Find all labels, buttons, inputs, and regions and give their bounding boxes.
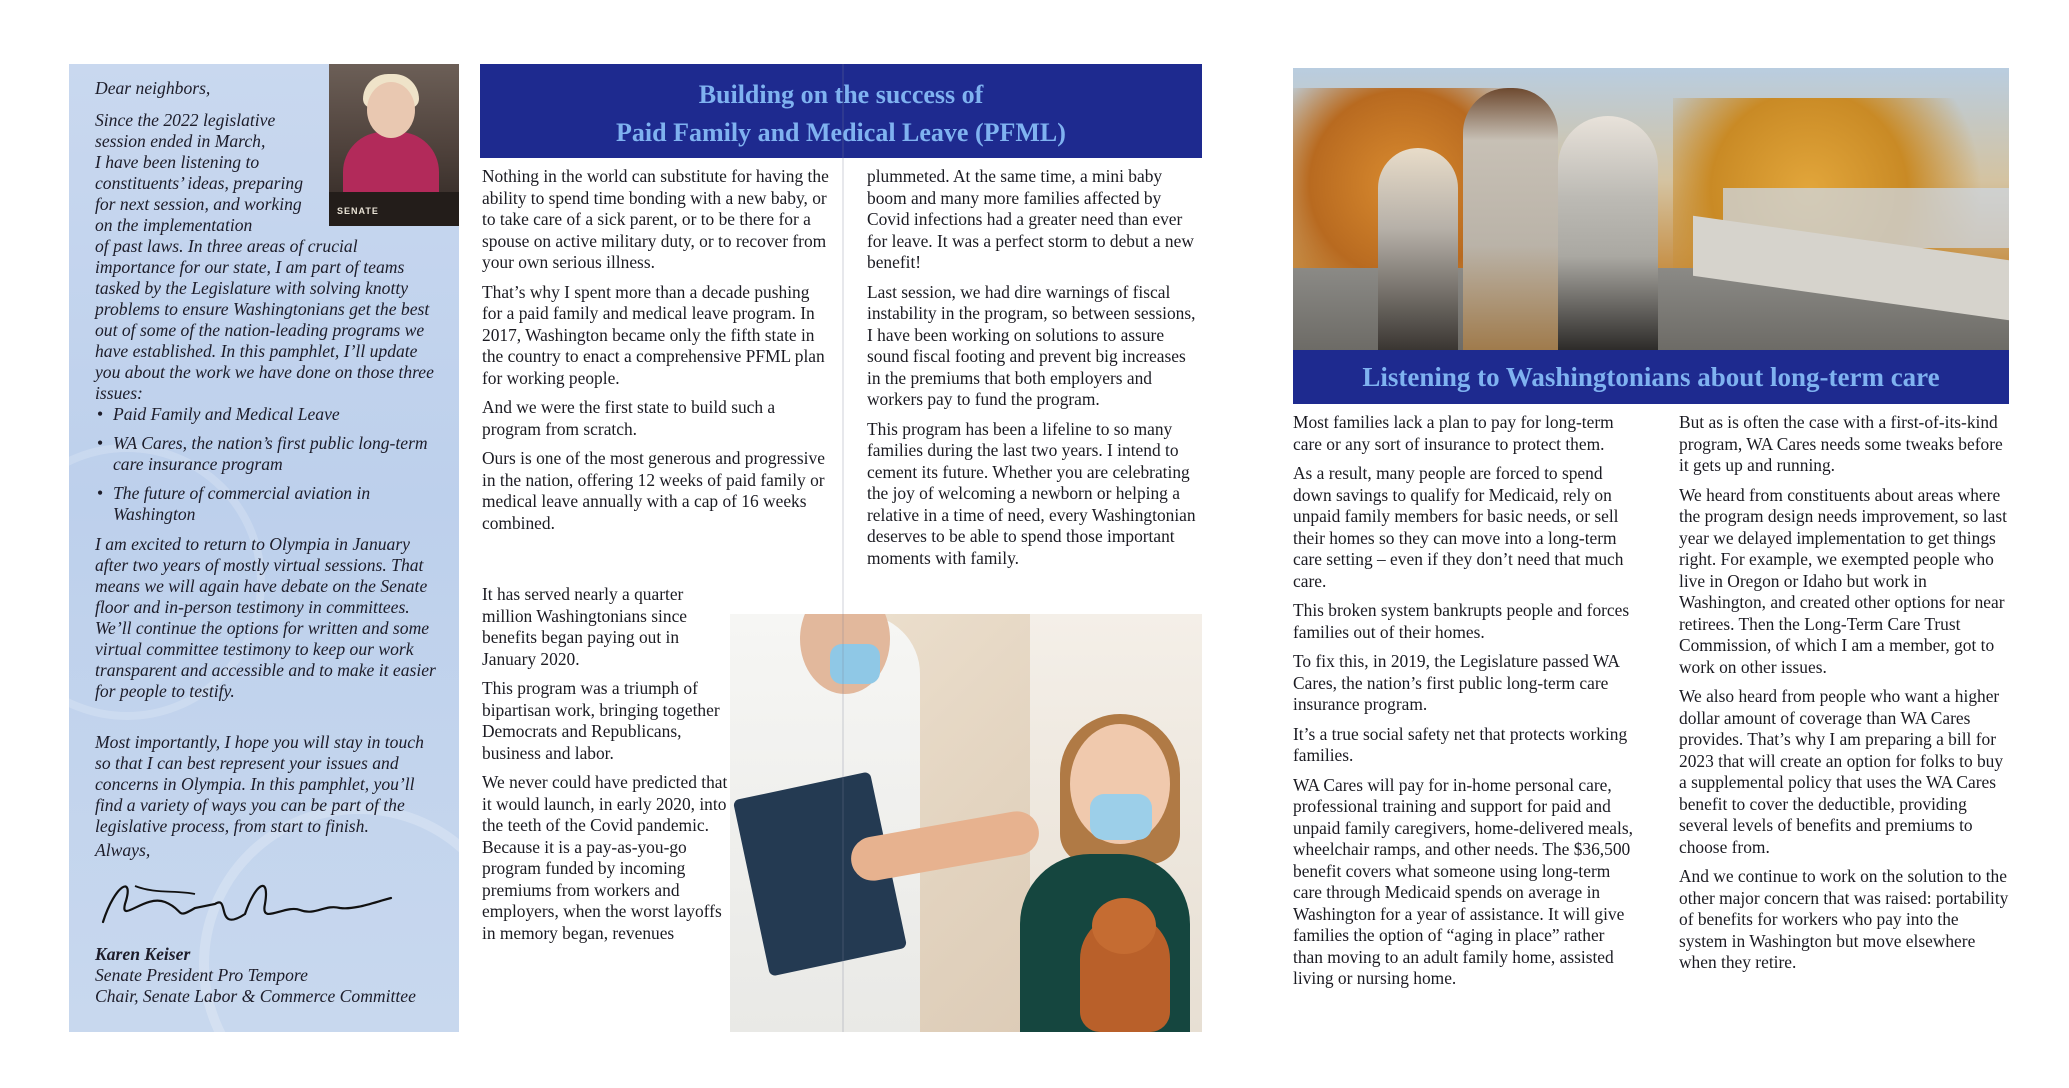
article-paragraph: We never could have predicted that it would launch, in early 2020, into the teeth of the Covid pandemic. Because it is a pay-as-you-go program funded by incoming premiums from workers and employers, when the worst layoffs in memory began, revenues: [482, 772, 728, 943]
pfml-panel: [480, 64, 1202, 1032]
issue-item: • Paid Family and Medical Leave: [95, 404, 439, 425]
pfml-column-1-lower: [482, 584, 732, 952]
signer-committee: Chair, Senate Labor & Commerce Committee: [95, 986, 416, 1006]
person-figure: [1378, 148, 1458, 350]
article-paragraph: It’s a true social safety net that protects working families.: [1293, 723, 1628, 765]
intro-line: Since the 2022 legislative: [95, 110, 276, 130]
article-paragraph: We heard from constituents about areas where the program design needs improvement, so last year we delayed implementation to get things right. For example, we exempted people who live in Oregon or Idaho but work in Washington, and created other options for near retirees. Then the Long-Term Care Trust Commission, of which I am a member, got to work on other issues.: [1679, 484, 2007, 677]
ltc-title: Listening to Washingtonians about long-term care: [1362, 362, 1940, 392]
pfml-column-1: [482, 166, 832, 542]
ltc-column-2: [1679, 412, 2009, 982]
family-walking-photo: [1293, 68, 2009, 350]
letter-paragraph-olympia: I am excited to return to Olympia in January after two years of mostly virtual sessions. That means we will again have debate on the Senate floor and in-person testimony in committees. We’ll continue the options for written and some virtual committee testimony to keep our work transparent and accessible and to make it easier for people to testify.: [95, 534, 436, 701]
ltc-column-1: [1293, 412, 1638, 998]
issue-item: • WA Cares, the nation’s first public long-term care insurance program: [95, 433, 439, 475]
article-paragraph: And we continue to work on the solution to the other major concern that was raised: portability of benefits for workers who pay into the system in Washington but move elsewhere when they retire.: [1679, 866, 2009, 972]
article-paragraph: WA Cares will pay for in-home personal care, professional training and support for paid and unpaid family caregivers, home-delivered meals, wheelchair ramps, and other needs. The $36,500 benefit covers what someone using long-term care through Medicaid spends on average in Washington for a year of assistance. It will give families the option of “aging in place” rather than moving to an adult family home, assisted living or nursing home.: [1293, 774, 1633, 988]
handwritten-signature: [95, 864, 395, 936]
intro-line: I have been listening to: [95, 152, 260, 172]
article-paragraph: Ours is one of the most generous and progressive in the nation, offering 12 weeks of paid family or medical leave annually with a cap of 16 weeks combined.: [482, 448, 825, 533]
article-paragraph: Nothing in the world can substitute for having the ability to spend time bonding with a new baby, or to take care of a sick parent, or to be there for a spouse on active military duty, or to recover from your own serious illness.: [482, 166, 829, 272]
fold-line: [842, 64, 844, 1032]
letter-closing: Always,: [95, 840, 151, 860]
person-figure: [1558, 116, 1658, 350]
article-paragraph: As a result, many people are forced to spend down savings to qualify for Medicaid, rely on unpaid family members for basic needs, or sell their homes so they can move into a long-term care setting – even if they don’t need that much care.: [1293, 463, 1624, 591]
article-paragraph: Most families lack a plan to pay for long-term care or any sort of insurance to protect them.: [1293, 412, 1614, 454]
article-paragraph: Last session, we had dire warnings of fiscal instability in the program, so between sessions, I have been working on solutions to assure sound fiscal footing and prevent big increases in the premiums that both employers and workers pay to fund the program.: [867, 281, 1196, 409]
signer-title: Senate President Pro Tempore: [95, 965, 308, 985]
issue-item: • The future of commercial aviation in Washington: [95, 483, 439, 525]
article-paragraph: This program has been a lifeline to so many families during the last two years. I intend to cement its future. Whether you are celebrating the joy of welcoming a newborn or helping a relative in a time of need, every Washingtonian deserves to be able to spend those important moments with family.: [867, 418, 1196, 568]
article-paragraph: This program was a triumph of bipartisan work, bringing together Democrats and Republicans, business and labor.: [482, 678, 720, 763]
intro-line: constituents’ ideas, preparing: [95, 173, 304, 193]
intro-line: for next session, and working: [95, 194, 302, 214]
long-term-care-panel: [1293, 68, 2009, 1032]
letter-paragraph-stay-in-touch: Most importantly, I hope you will stay in touch so that I can best represent your issues and concerns in Olympia. In this pamphlet, you’ll find a variety of ways you can be part of the legislative process, from start to finish.: [95, 732, 424, 836]
intro-line: on the implementation: [95, 215, 253, 235]
article-paragraph: It has served nearly a quarter million Washingtonians since benefits began paying out in January 2020.: [482, 584, 688, 669]
pfml-title-line1: Building on the success of: [698, 80, 984, 109]
article-paragraph: This broken system bankrupts people and forces families out of their homes.: [1293, 600, 1630, 642]
article-paragraph: That’s why I spent more than a decade pushing for a paid family and medical leave program. In 2017, Washington became only the fifth state in the country to enact a comprehensive PFML plan for working people.: [482, 281, 825, 388]
letter-panel: [69, 64, 459, 1032]
issue-list: [95, 404, 439, 533]
person-figure: [1463, 88, 1558, 350]
pfml-title-banner: [480, 64, 1202, 158]
intro-line: session ended in March,: [95, 131, 266, 151]
article-paragraph: We also heard from people who want a higher dollar amount of coverage than WA Cares provides. That’s why I am preparing a bill for 2023 that will create an option for folks to buy a supplemental policy that uses the WA Cares benefit to cover the deductible, providing several levels of benefits and premiums to choose from.: [1679, 686, 2004, 857]
signer-name: Karen Keiser: [95, 944, 191, 964]
ltc-title-banner: [1293, 350, 2009, 404]
article-paragraph: plummeted. At the same time, a mini baby boom and many more families affected by Covid infections had a greater need than ever for leave. It was a perfect storm to debut a new benefit!: [867, 166, 1194, 272]
pfml-column-2: [867, 166, 1202, 577]
podium-sign: SENATE: [337, 206, 379, 216]
article-paragraph: But as is often the case with a first-of-its-kind program, WA Cares needs some tweaks before it gets up and running.: [1679, 412, 2003, 475]
teddy-bear: [1092, 898, 1156, 954]
pfml-title-line2: Paid Family and Medical Leave (PFML): [616, 118, 1066, 147]
article-paragraph: And we were the first state to build such a program from scratch.: [482, 397, 776, 439]
doctor-child-photo: [730, 614, 1202, 1032]
letter-greeting: Dear neighbors,: [95, 78, 211, 98]
intro-rest: of past laws. In three areas of crucial importance for our state, I am part of teams tasked by the Legislature with solving knotty problems to ensure Washingtonians get the best out of some of the nation-leading programs we have established. In this pamphlet, I’ll update you about the work we have done on those three issues:: [95, 236, 434, 403]
article-paragraph: To fix this, in 2019, the Legislature passed WA Cares, the nation’s first public long-term care insurance program.: [1293, 651, 1619, 714]
letter-intro: [95, 110, 439, 404]
